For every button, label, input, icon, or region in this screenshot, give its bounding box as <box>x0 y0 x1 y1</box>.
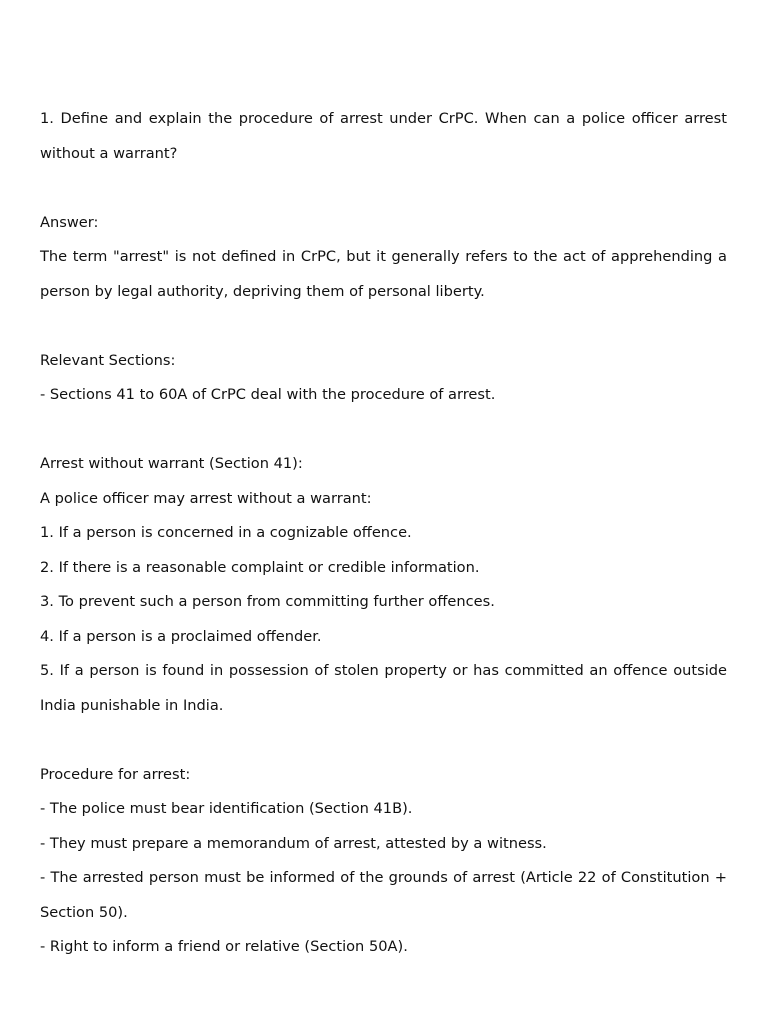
list-item: - Right to inform a friend or relative (Section 50A). <box>40 938 408 955</box>
answer-paragraph: The term "arrest" is not defined in CrPC, but it generally refers to the act of apprehending a person by legal authority, depriving them of personal liberty. <box>40 248 727 300</box>
procedure-heading: Procedure for arrest: <box>40 765 191 783</box>
arrest-without-warrant-heading: Arrest without warrant (Section 41): <box>40 455 303 472</box>
arrest-without-warrant-intro: A police officer may arrest without a warrant: <box>40 489 372 507</box>
document-body <box>40 102 727 965</box>
question-text: 1. Define and explain the procedure of arrest under CrPC. When can a police officer arrest without a warrant? <box>40 110 727 162</box>
list-item: 4. If a person is a proclaimed offender. <box>40 627 322 645</box>
list-item: 3. To prevent such a person from committing further offences. <box>40 593 495 610</box>
relevant-sections-heading: Relevant Sections: <box>40 351 176 369</box>
list-item: 5. If a person is found in possession of stolen property or has committed an offence outside India punishable in India. <box>40 662 727 714</box>
list-item: - The arrested person must be informed of the grounds of arrest (Article 22 of Constitution + Section 50). <box>40 869 727 921</box>
spacer <box>40 723 727 758</box>
answer-heading: Answer: <box>40 213 99 231</box>
list-item: - They must prepare a memorandum of arrest, attested by a witness. <box>40 834 547 852</box>
spacer <box>40 309 727 344</box>
list-item: 1. If a person is concerned in a cognizable offence. <box>40 524 412 541</box>
list-item: - The police must bear identification (Section 41B). <box>40 800 413 817</box>
spacer <box>40 171 727 206</box>
list-item: 2. If there is a reasonable complaint or credible information. <box>40 558 480 576</box>
spacer <box>40 413 727 448</box>
relevant-sections-item: - Sections 41 to 60A of CrPC deal with the procedure of arrest. <box>40 386 496 403</box>
